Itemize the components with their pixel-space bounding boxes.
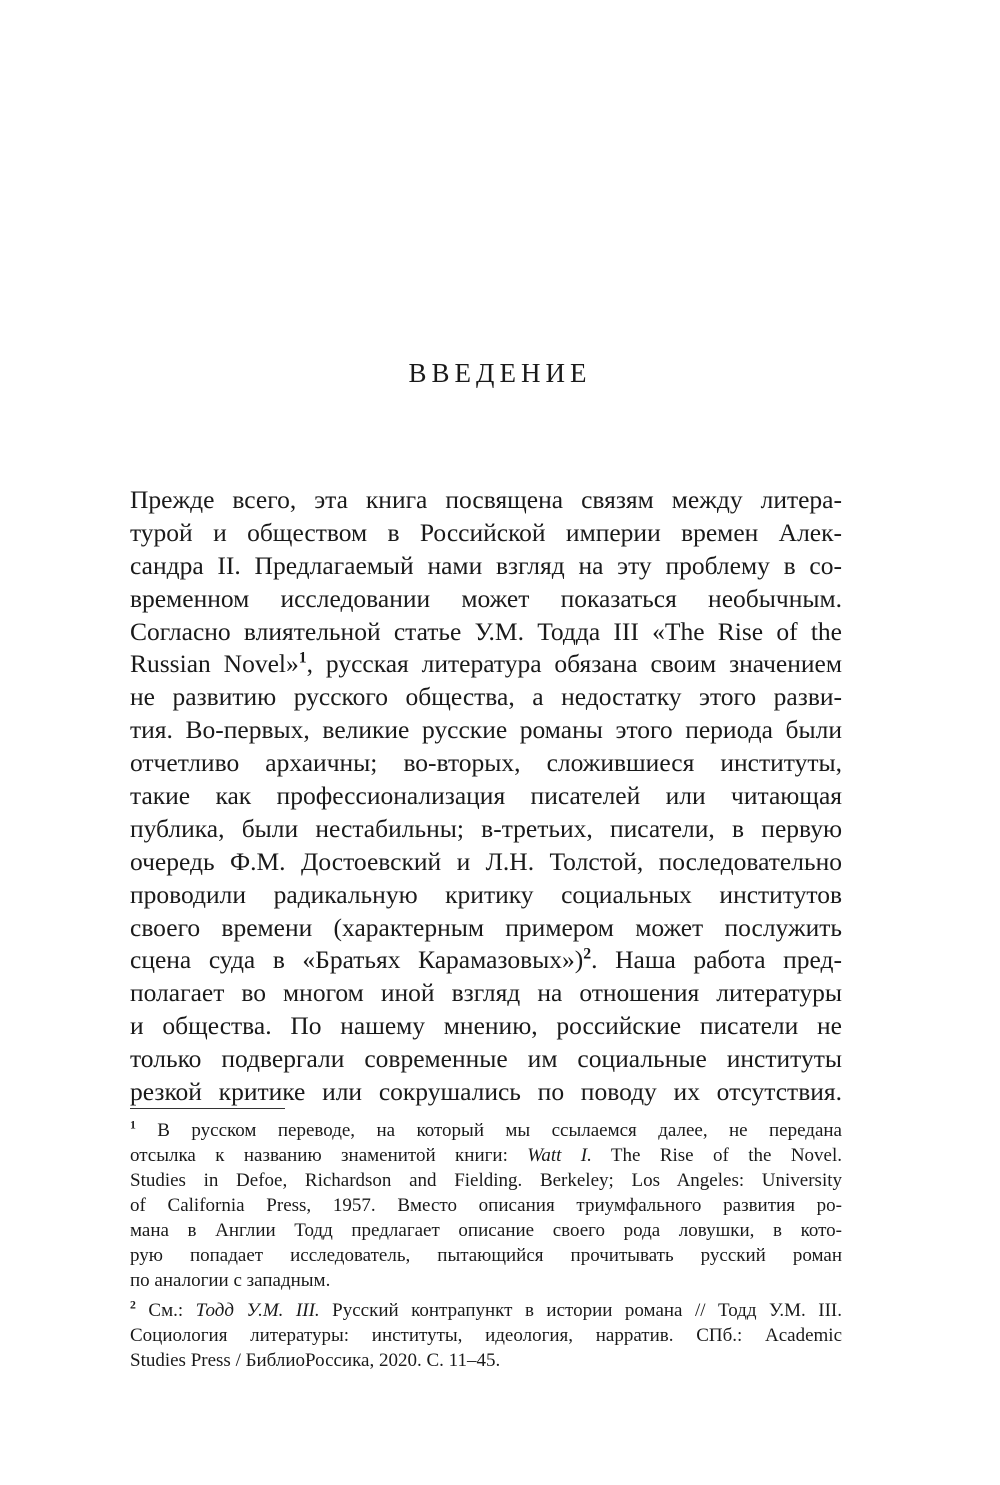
footnote-line — [130, 1143, 842, 1168]
footnote-text: См.: — [135, 1300, 196, 1321]
body-line: такие как профессионализация писателей или читающая — [130, 781, 842, 811]
chapter-heading: ВВЕДЕНИЕ — [408, 358, 592, 388]
footnote-author: Тодд У.М. III. — [195, 1300, 320, 1321]
footnote-text: Русский контрапункт в истории романа // Тодд У.М. III. — [319, 1300, 842, 1321]
body-line-part: Russian Novel» — [130, 649, 299, 679]
body-line: отчетливо архаичны; во-вторых, сложившиеся институты, — [130, 748, 842, 778]
body-line: полагает во многом иной взгляд на отношения литературы — [130, 978, 842, 1008]
footnote-author: Watt I. — [527, 1145, 592, 1166]
body-line: резкой критике или сокрушались по поводу их отсутствия. — [130, 1077, 842, 1107]
body-line-part: . Наша работа пред- — [591, 945, 842, 975]
body-line-part: сцена суда в «Братьях Карамазовых») — [130, 945, 584, 975]
footnote-2 — [130, 1298, 842, 1373]
body-line: временном исследовании может показаться необычным. — [130, 583, 842, 613]
footnote-line: Studies Press / БиблиоРоссика, 2020. С. 11–45. — [130, 1350, 501, 1371]
footnote-line: рую попадает исследователь, пытающийся прочитывать русский роман — [130, 1245, 842, 1266]
body-line — [130, 944, 842, 977]
footnote-1 — [130, 1118, 842, 1293]
body-line: не развитию русского общества, а недостатку этого разви- — [130, 682, 842, 712]
body-line: Прежде всего, эта книга посвящена связям между литера- — [130, 485, 842, 514]
body-line: тия. Во-первых, великие русские романы этого периода были — [130, 715, 842, 745]
body-line: публика, были нестабильны; в-третьих, писатели, в первую — [130, 813, 842, 843]
body-line: проводили радикальную критику социальных институтов — [130, 879, 842, 909]
body-line: Согласно влиятельной статье У.М. Тодда III «The Rise of the — [130, 616, 842, 646]
footnote-line: мана в Англии Тодд предлагает описание своего рода ловушки, в кото- — [130, 1220, 842, 1241]
body-line: очередь Ф.М. Достоевский и Л.Н. Толстой, последовательно — [130, 846, 842, 876]
body-paragraph — [130, 484, 842, 1109]
body-line-part: , русская литература обязана своим значением — [306, 649, 842, 679]
body-line — [130, 648, 842, 681]
body-line: только подвергали современные им социальные институты — [130, 1044, 842, 1074]
footnote-mark-1: 1 — [130, 1118, 136, 1132]
footnote-line — [130, 1118, 842, 1143]
body-line: сандра II. Предлагаемый нами взгляд на эту проблему в со- — [130, 550, 842, 580]
footnote-line: of California Press, 1957. Вместо описания триумфального развития ро- — [130, 1195, 842, 1216]
footnote-separator — [130, 1108, 285, 1109]
body-line: турой и обществом в Российской империи времен Алек- — [130, 517, 842, 547]
footnote-mark-2: 2 — [130, 1298, 136, 1312]
footnote-text: The Rise of the Novel. — [591, 1145, 843, 1166]
footnote-line — [130, 1298, 842, 1323]
footnote-ref-2[interactable]: 2 — [583, 945, 592, 963]
footnote-text: В русском переводе, на который мы ссылаемся далее, не передана — [135, 1120, 842, 1141]
footnote-text: отсылка к названию знаменитой книги: — [130, 1145, 528, 1166]
body-line: и общества. По нашему мнению, российские писатели не — [130, 1011, 842, 1041]
footnote-ref-1[interactable]: 1 — [298, 649, 307, 667]
footnote-line: Studies in Defoe, Richardson and Fielding. Berkeley; Los Angeles: University — [130, 1170, 842, 1191]
body-line: своего времени (характерным примером может послужить — [130, 912, 842, 942]
footnote-line: Социология литературы: институты, идеология, нарратив. СПб.: Academic — [130, 1325, 842, 1346]
footnote-line: по аналогии с западным. — [130, 1270, 331, 1291]
